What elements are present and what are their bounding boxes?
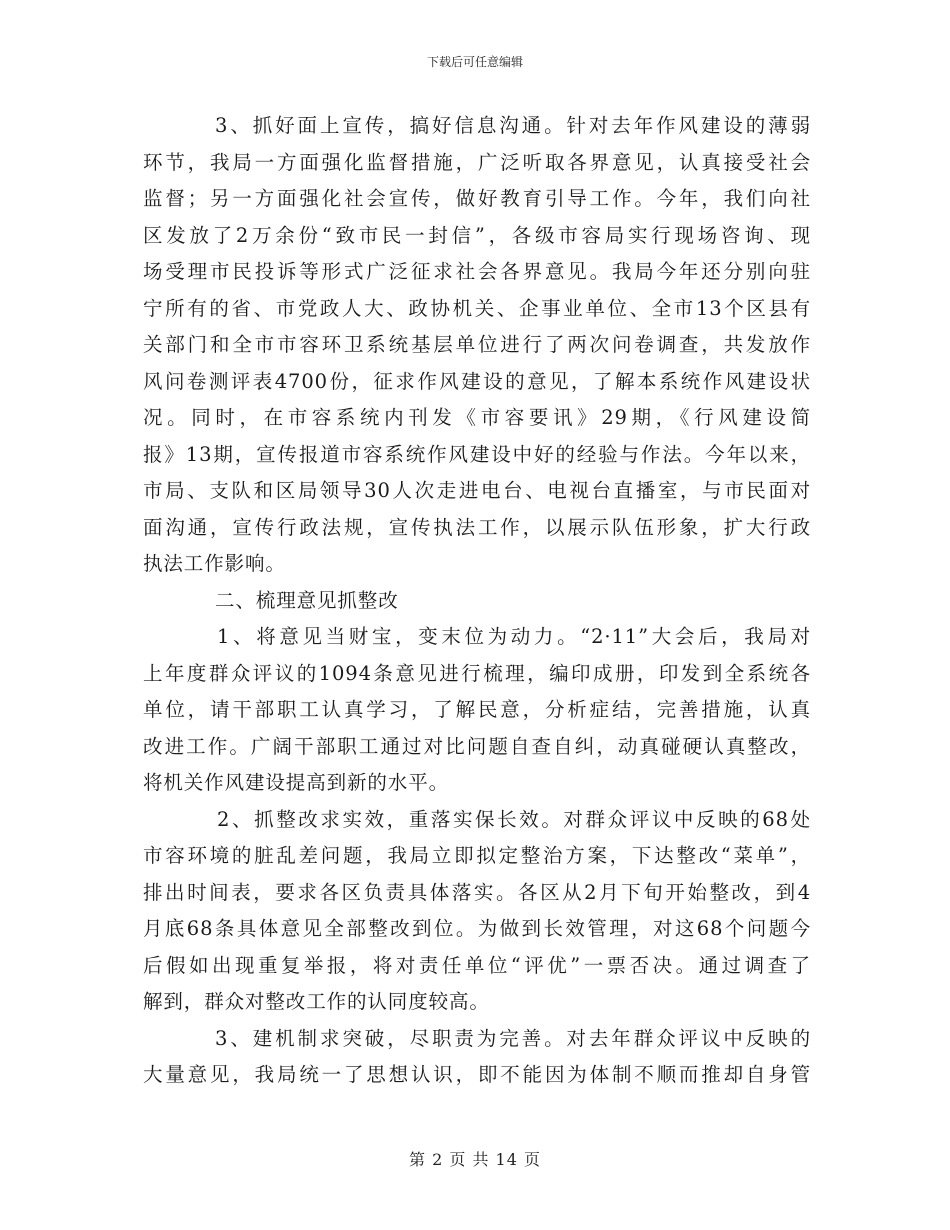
paragraph-line: 市局、支队和区局领导30人次走进电台、电视台直播室，与市民面对 [143,479,811,502]
page-header: 下载后可任意编辑 [426,55,523,69]
paragraph-line: 面沟通，宣传行政法规，宣传执法工作，以展示队伍形象，扩大行政 [143,515,811,539]
paragraph-line: 改进工作。广阔干部职工通过对比问题自查自纠，动真碰硬认真整改， [143,734,811,758]
paragraph-line: 将机关作风建设提高到新的水平。 [143,771,450,794]
paragraph-line: 排出时间表，要求各区负责具体落实。各区从2月下旬开始整改，到4 [143,880,811,904]
page-footer: 第 2 页 共 14 页 [409,1150,541,1169]
paragraph-line: 大量意见，我局统一了思想认识，即不能因为体制不顺而推却自身管 [143,1063,811,1086]
section-heading: 二、梳理意见抓整改 [215,588,399,612]
paragraph-line: 宁所有的省、市党政人大、政协机关、企事业单位、全市13个区县有 [143,296,811,320]
paragraph-line: 关部门和全市市容环卫系统基层单位进行了两次问卷调查，共发放作 [143,333,811,356]
paragraph-line: 上年度群众评议的1094条意见进行梳理，编印成册，印发到全系统各 [143,661,811,685]
paragraph-line: 月底68条具体意见全部整改到位。为做到长效管理，对这68个问题今 [143,917,811,940]
paragraph-line: 执法工作影响。 [143,552,286,575]
paragraph-line: 解到，群众对整改工作的认同度较高。 [143,990,490,1013]
paragraph-line: 场受理市民投诉等形式广泛征求社会各界意见。我局今年还分别向驻 [143,260,811,283]
paragraph-line: 3、建机制求突破，尽职责为完善。对去年群众评议中反映的 [215,1026,811,1050]
paragraph-line: 环节，我局一方面强化监督措施，广泛听取各界意见，认真接受社会 [143,150,811,174]
paragraph-line: 单位，请干部职工认真学习，了解民意，分析症结，完善措施，认真 [143,698,811,721]
paragraph-line: 风问卷测评表4700份，征求作风建设的意见，了解本系统作风建设状 [143,369,811,393]
paragraph-line: 报》13期，宣传报道市容系统作风建设中好的经验与作法。今年以来， [143,442,811,466]
paragraph-line: 况。同时，在市容系统内刊发《市容要讯》29期，《行风建设简 [143,406,811,429]
paragraph-line: 1、将意见当财宝，变末位为动力。“2·11”大会后，我局对 [217,625,811,648]
document-body [143,108,811,1094]
paragraph-line: 2、抓整改求实效，重落实保长效。对群众评议中反映的68处 [217,807,811,831]
paragraph-line: 市容环境的脏乱差问题，我局立即拟定整治方案，下达整改“菜单”， [143,844,811,867]
paragraph-line: 区发放了2万余份“致市民一封信”，各级市容局实行现场咨询、现 [143,223,811,247]
paragraph-line: 3、抓好面上宣传，搞好信息沟通。针对去年作风建设的薄弱 [215,114,811,137]
paragraph-line: 后假如出现重复举报，将对责任单位“评优”一票否决。通过调查了 [143,953,811,977]
paragraph-line: 监督；另一方面强化社会宣传，做好教育引导工作。今年，我们向社 [143,187,811,210]
